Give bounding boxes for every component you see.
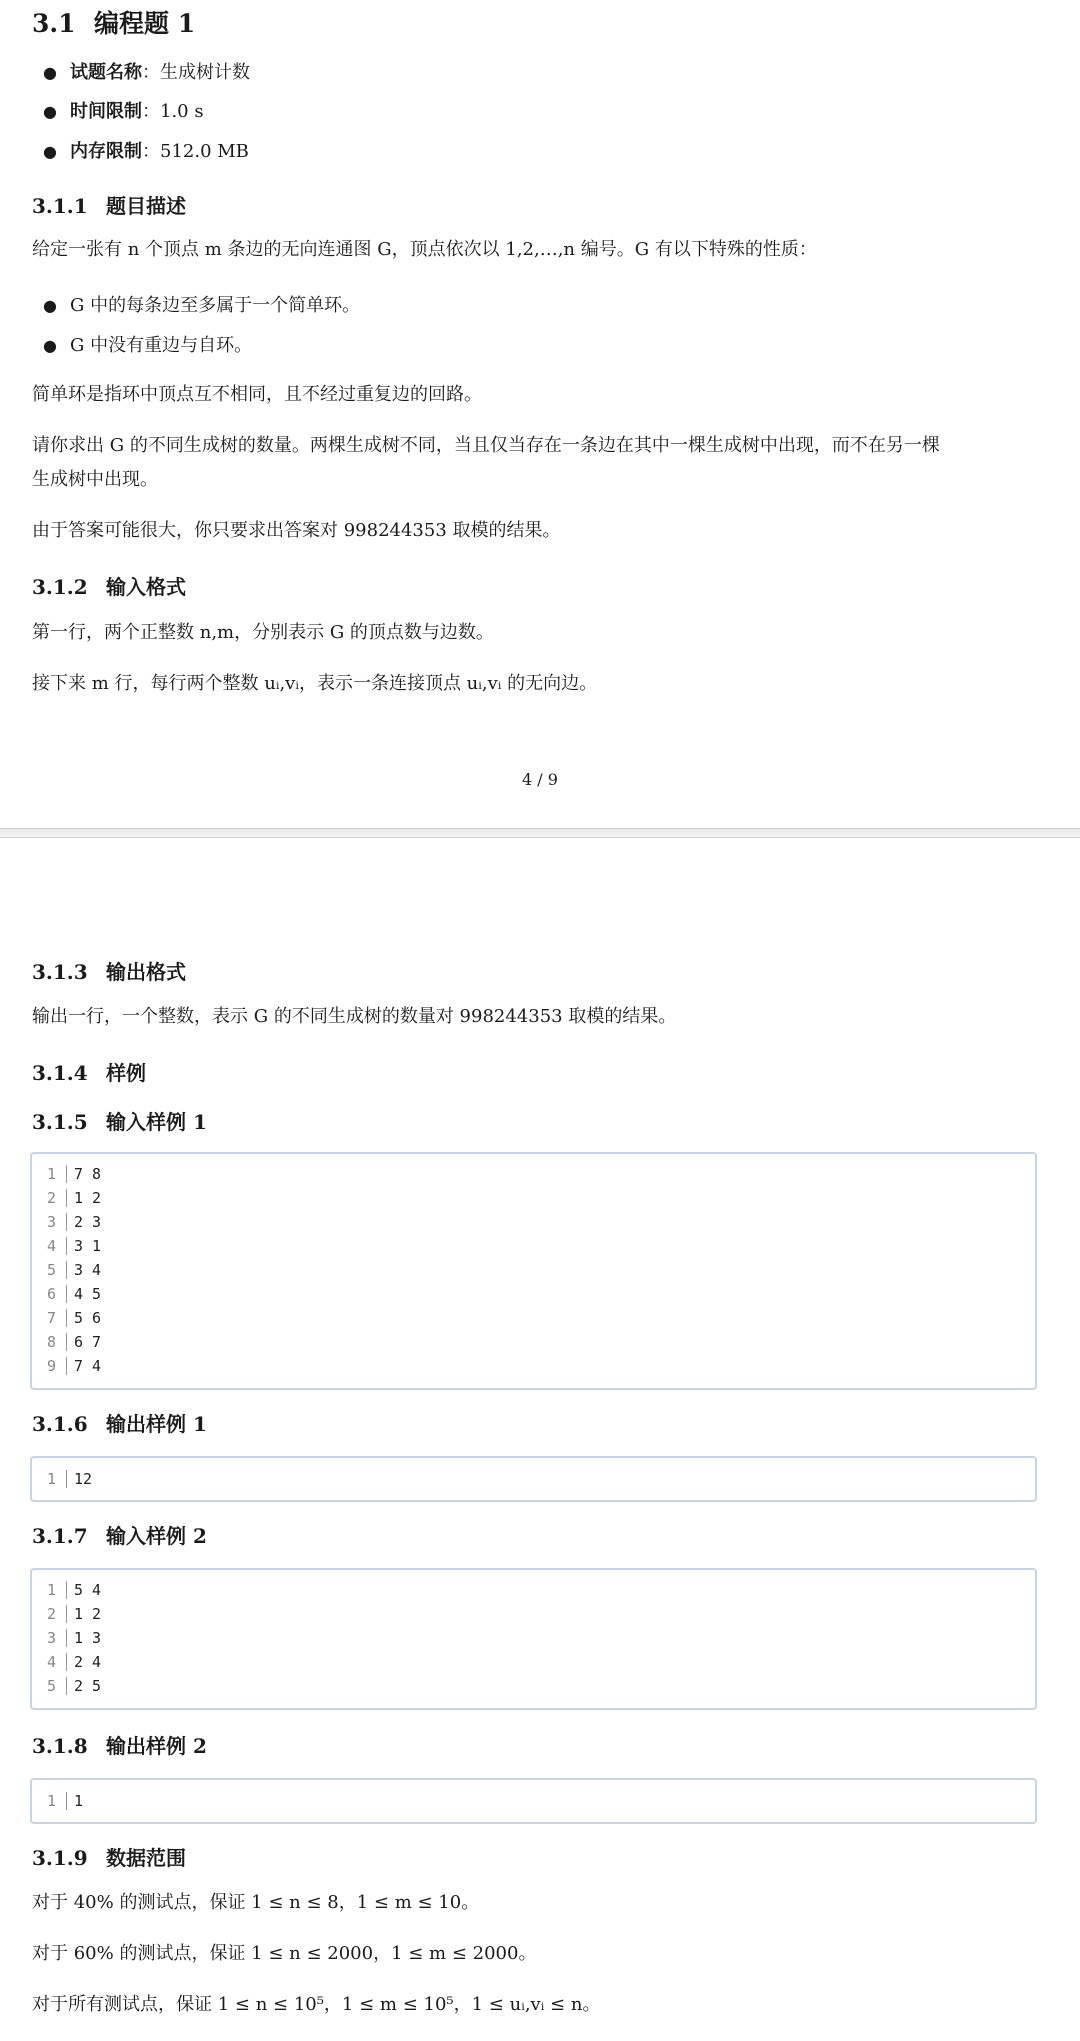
code-text: 2 5: [74, 1677, 102, 1695]
document-page-5: [0, 838, 1080, 2041]
bullet-dot: ●: [43, 336, 57, 355]
data-range-60-percent: 对于 60% 的测试点，保证 1 ≤ n ≤ 2000，1 ≤ m ≤ 2000。: [32, 1943, 537, 1964]
code-line: [32, 1789, 1035, 1813]
subsection-heading-description: [32, 190, 186, 219]
info-value: 生成树计数: [160, 62, 250, 83]
subsection-title: 输入样例 2: [106, 1524, 207, 1548]
line-number: 2: [46, 1605, 56, 1623]
subsection-title: 样例: [106, 1061, 146, 1085]
section-heading: [32, 4, 195, 40]
section-number: 3.1: [32, 9, 76, 38]
data-range-40-percent: 对于 40% 的测试点，保证 1 ≤ n ≤ 8，1 ≤ m ≤ 10。: [32, 1892, 480, 1913]
info-label: 时间限制: [70, 101, 142, 122]
subsection-number: 3.1.2: [32, 575, 88, 599]
input-format-line-2: 接下来 m 行，每行两个整数 uᵢ,vᵢ，表示一条连接顶点 uᵢ,vᵢ 的无向边。: [32, 673, 598, 694]
data-range-all: 对于所有测试点，保证 1 ≤ n ≤ 10⁵，1 ≤ m ≤ 10⁵，1 ≤ uᵢ,vᵢ ≤ n。: [32, 1994, 601, 2015]
code-line: [32, 1162, 1035, 1186]
task-paragraph-line-1: 请你求出 G 的不同生成树的数量。两棵生成树不同，当且仅当存在一条边在其中一棵生成树中出现，而不在另一棵: [32, 435, 940, 456]
subsection-title: 输出格式: [106, 960, 186, 984]
line-number: 1: [46, 1581, 56, 1599]
subsection-heading-input: [32, 571, 186, 600]
page-separator: [0, 828, 1080, 838]
subsection-title: 数据范围: [106, 1846, 186, 1870]
code-text: 3 4: [74, 1261, 102, 1279]
info-label: 试题名称: [70, 62, 142, 83]
subsection-number: 3.1.4: [32, 1061, 88, 1085]
subsection-title: 题目描述: [106, 194, 186, 218]
subsection-number: 3.1.9: [32, 1846, 88, 1870]
output-format-text: 输出一行，一个整数，表示 G 的不同生成树的数量对 998244353 取模的结果。: [32, 1006, 677, 1027]
subsection-heading-output-sample-1: [32, 1408, 207, 1437]
code-line: [32, 1330, 1035, 1354]
input-sample-2-code-block[interactable]: [30, 1568, 1037, 1710]
line-number: 8: [46, 1333, 56, 1351]
line-number: 3: [46, 1629, 56, 1647]
subsection-title: 输出样例 2: [106, 1734, 207, 1758]
line-number: 3: [46, 1213, 56, 1231]
line-number: 4: [46, 1653, 56, 1671]
subsection-heading-output: [32, 956, 186, 985]
code-line: [32, 1602, 1035, 1626]
code-text: 1 2: [74, 1605, 102, 1623]
input-sample-1-code-block[interactable]: [30, 1152, 1037, 1390]
property-bullet-2: [30, 331, 252, 357]
document-page-4: [0, 0, 1080, 828]
bullet-dot: ●: [43, 296, 57, 315]
line-number: 5: [46, 1677, 56, 1695]
info-label: 内存限制: [70, 141, 142, 162]
task-paragraph-line-2: 生成树中出现。: [32, 469, 158, 490]
subsection-heading-data-range: [32, 1842, 186, 1871]
info-value: 512.0 MB: [160, 141, 249, 162]
page-number: 4 / 9: [522, 770, 558, 789]
bullet-dot: ●: [43, 102, 57, 121]
subsection-number: 3.1.6: [32, 1412, 88, 1436]
simple-cycle-definition: 简单环是指环中顶点互不相同，且不经过重复边的回路。: [32, 384, 482, 405]
subsection-number: 3.1.3: [32, 960, 88, 984]
subsection-heading-samples: [32, 1057, 146, 1086]
subsection-heading-output-sample-2: [32, 1730, 207, 1759]
code-line: [32, 1467, 1035, 1491]
code-line: [32, 1650, 1035, 1674]
info-item-name: ● 试题名称：生成树计数: [30, 58, 250, 84]
line-number: 2: [46, 1189, 56, 1207]
bullet-text: G 中的每条边至多属于一个简单环。: [70, 295, 361, 316]
section-title: 编程题 1: [94, 9, 196, 38]
code-text: 2 3: [74, 1213, 102, 1231]
code-line: [32, 1234, 1035, 1258]
code-line: [32, 1578, 1035, 1602]
code-line: [32, 1282, 1035, 1306]
bullet-text: G 中没有重边与自环。: [70, 335, 253, 356]
code-line: [32, 1674, 1035, 1698]
code-text: 4 5: [74, 1285, 102, 1303]
line-number: 7: [46, 1309, 56, 1327]
subsection-number: 3.1.1: [32, 194, 88, 218]
subsection-heading-input-sample-1: [32, 1106, 207, 1135]
code-text: 12: [74, 1470, 93, 1488]
property-bullet-1: [30, 291, 360, 317]
code-line: [32, 1626, 1035, 1650]
code-text: 7 8: [74, 1165, 102, 1183]
line-number: 5: [46, 1261, 56, 1279]
bullet-dot: ●: [43, 63, 57, 82]
subsection-title: 输出样例 1: [106, 1412, 207, 1436]
subsection-title: 输入格式: [106, 575, 186, 599]
line-number: 1: [46, 1165, 56, 1183]
code-text: 1 3: [74, 1629, 102, 1647]
code-line: [32, 1306, 1035, 1330]
subsection-title: 输入样例 1: [106, 1110, 207, 1134]
output-sample-1-code-block[interactable]: [30, 1456, 1037, 1502]
subsection-heading-input-sample-2: [32, 1520, 207, 1549]
info-value: 1.0 s: [160, 101, 204, 122]
input-format-line-1: 第一行，两个正整数 n,m，分别表示 G 的顶点数与边数。: [32, 622, 494, 643]
subsection-number: 3.1.7: [32, 1524, 88, 1548]
code-text: 5 6: [74, 1309, 102, 1327]
code-line: [32, 1258, 1035, 1282]
line-number: 9: [46, 1357, 56, 1375]
code-text: 7 4: [74, 1357, 102, 1375]
line-number: 6: [46, 1285, 56, 1303]
code-text: 1: [74, 1792, 84, 1810]
subsection-number: 3.1.5: [32, 1110, 88, 1134]
code-line: [32, 1186, 1035, 1210]
code-line: [32, 1354, 1035, 1378]
bullet-dot: ●: [43, 142, 57, 161]
code-text: 6 7: [74, 1333, 102, 1351]
code-text: 1 2: [74, 1189, 102, 1207]
description-intro: 给定一张有 n 个顶点 m 条边的无向连通图 G，顶点依次以 1,2,…,n 编号。G 有以下特殊的性质：: [32, 239, 817, 260]
code-text: 2 4: [74, 1653, 102, 1671]
code-text: 3 1: [74, 1237, 102, 1255]
line-number: 1: [46, 1470, 56, 1488]
code-line: [32, 1210, 1035, 1234]
subsection-number: 3.1.8: [32, 1734, 88, 1758]
info-item-memory-limit: ● 内存限制：512.0 MB: [30, 137, 249, 163]
code-text: 5 4: [74, 1581, 102, 1599]
info-item-time-limit: ● 时间限制：1.0 s: [30, 97, 204, 123]
output-sample-2-code-block[interactable]: [30, 1778, 1037, 1824]
line-number: 4: [46, 1237, 56, 1255]
modulo-paragraph: 由于答案可能很大，你只要求出答案对 998244353 取模的结果。: [32, 520, 561, 541]
line-number: 1: [46, 1792, 56, 1810]
